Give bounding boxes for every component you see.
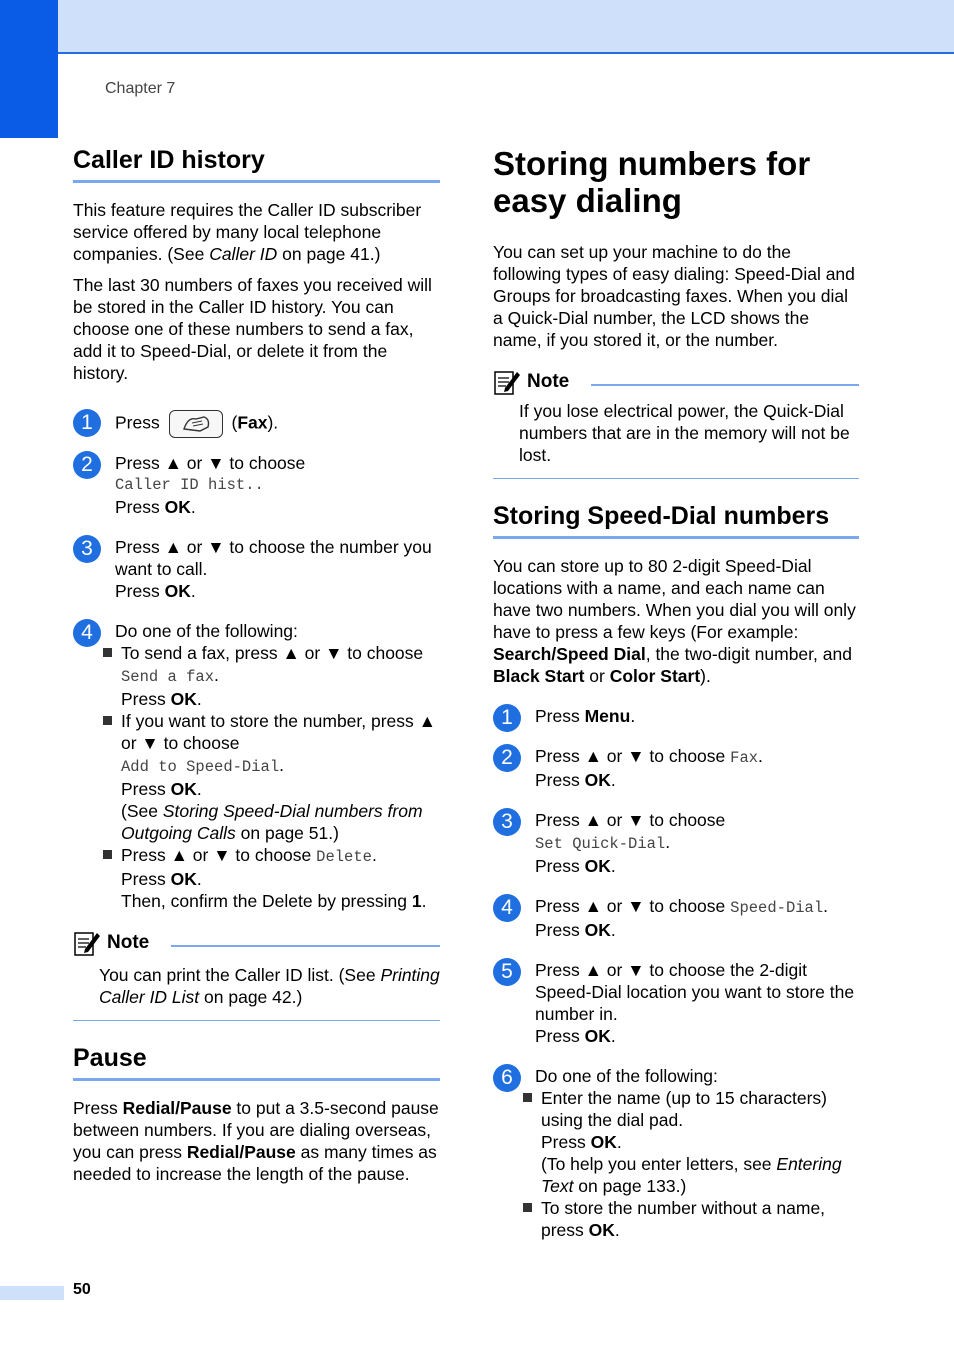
- speed-dial-heading: Storing Speed-Dial numbers: [493, 501, 859, 539]
- top-header-bar: [0, 0, 954, 54]
- speed-step-4: 4 Press ▲ or ▼ to choose Speed-Dial. Press OK.: [493, 895, 859, 941]
- speed-step-5: 5 Press ▲ or ▼ to choose the 2-digit Speed-Dial location you want to store the number in. Press OK.: [493, 959, 859, 1047]
- chapter-label: Chapter 7: [105, 80, 176, 97]
- pause-heading: Pause: [73, 1043, 440, 1081]
- note-box: [493, 367, 859, 479]
- speed-step-1: 1 Press Menu.: [493, 705, 859, 727]
- footer-bar: [0, 1286, 64, 1300]
- caller-id-history-heading: Caller ID history: [73, 145, 440, 183]
- note-box: [73, 928, 440, 1021]
- speed-step-3: 3 Press ▲ or ▼ to choose Set Quick-Dial. Press OK.: [493, 809, 859, 877]
- note-text: If you lose electrical power, the Quick-Dial numbers that are in the memory will not be lost.: [519, 401, 850, 465]
- note-rule: [591, 384, 859, 386]
- list-item: Enter the name (up to 15 characters) using the dial pad. Press OK. (To help you enter letters, see Entering Text on page 133.): [521, 1087, 859, 1197]
- step-number: 3: [493, 808, 521, 836]
- speed-dial-intro: You can store up to 80 2-digit Speed-Dial locations with a name, and each name can have two numbers. When you dial you will only have to press a few keys (For example: Search/Speed Dial, the two-digit number, and Black Start or Color Start).: [493, 556, 856, 686]
- step-number: 4: [493, 894, 521, 922]
- pause-text: Press Redial/Pause to put a 3.5-second pause between numbers. If you are dialing overseas, you can press Redial/Pause as many times as needed to increase the length of the pause.: [73, 1098, 439, 1184]
- left-column: [73, 145, 440, 1185]
- step-2: 2 Press ▲ or ▼ to choose Caller ID hist.. Press OK.: [73, 452, 440, 518]
- step-number: 5: [493, 958, 521, 986]
- step-number: 6: [493, 1064, 521, 1092]
- storing-intro: You can set up your machine to do the following types of easy dialing: Speed-Dial and Groups for broadcasting faxes. When you dial a Quick-Dial number, the LCD shows the name, if you stored it, or the number.: [493, 242, 855, 350]
- right-column: [493, 145, 859, 1241]
- note-title: Note: [107, 932, 150, 953]
- note-bottom-rule: [73, 1020, 440, 1021]
- step-number: 3: [73, 535, 101, 563]
- step-number: 4: [73, 619, 101, 647]
- fax-key-icon: [169, 410, 223, 438]
- note-bottom-rule: [493, 478, 859, 479]
- caller-id-description: The last 30 numbers of faxes you received will be stored in the Caller ID history. You can choose one of these numbers to send a fax, add it to Speed-Dial, or delete it from the history.: [73, 275, 432, 383]
- speed-step-6: 6 Do one of the following: Enter the name (up to 15 characters) using the dial pad. Press OK. (To help you enter letters, see Entering Text on page 133.) To store the number without a name, press OK.: [493, 1065, 859, 1241]
- step-number: 2: [73, 451, 101, 479]
- page-number: 50: [73, 1281, 91, 1298]
- speed-step-2: 2 Press ▲ or ▼ to choose Fax. Press OK.: [493, 745, 859, 791]
- list-item: Press ▲ or ▼ to choose Delete. Press OK. Then, confirm the Delete by pressing 1.: [101, 844, 440, 912]
- note-pencil-icon: [73, 929, 101, 957]
- caller-id-intro: This feature requires the Caller ID subscriber service offered by many local telephone companies. (See Caller ID on page 41.): [73, 200, 422, 264]
- note-title: Note: [527, 371, 570, 392]
- list-item: If you want to store the number, press ▲ or ▼ to choose Add to Speed-Dial. Press OK. (See Storing Speed-Dial numbers from Outgoing Calls on page 51.): [101, 710, 440, 844]
- list-item: To send a fax, press ▲ or ▼ to choose Send a fax. Press OK.: [101, 642, 440, 710]
- step-3: 3 Press ▲ or ▼ to choose the number you want to call. Press OK.: [73, 536, 440, 602]
- note-rule: [171, 945, 440, 947]
- note-text: You can print the Caller ID list. (See Printing Caller ID List on page 42.): [99, 965, 440, 1007]
- step-4: 4 Do one of the following: To send a fax, press ▲ or ▼ to choose Send a fax. Press OK. If you want to store the number, press ▲ or ▼ to choose Add to Speed-Dial. Press OK. (See Storing Speed-Dial numbers from Outgoing Calls on page 51.) Press ▲ or ▼ to choose Delete. Press OK. Then, confirm the Delete by pressing 1.: [73, 620, 440, 912]
- step-number: 1: [73, 409, 101, 437]
- list-item: To store the number without a name, press OK.: [521, 1197, 859, 1241]
- storing-numbers-heading: Storing numbers for easy dialing: [493, 145, 811, 219]
- step-1: 1 Press (Fax).: [73, 410, 440, 438]
- chapter-side-tab: [0, 0, 58, 138]
- lcd-text: Caller ID hist..: [115, 476, 264, 494]
- note-pencil-icon: [493, 368, 521, 396]
- step-number: 2: [493, 744, 521, 772]
- step-number: 1: [493, 704, 521, 732]
